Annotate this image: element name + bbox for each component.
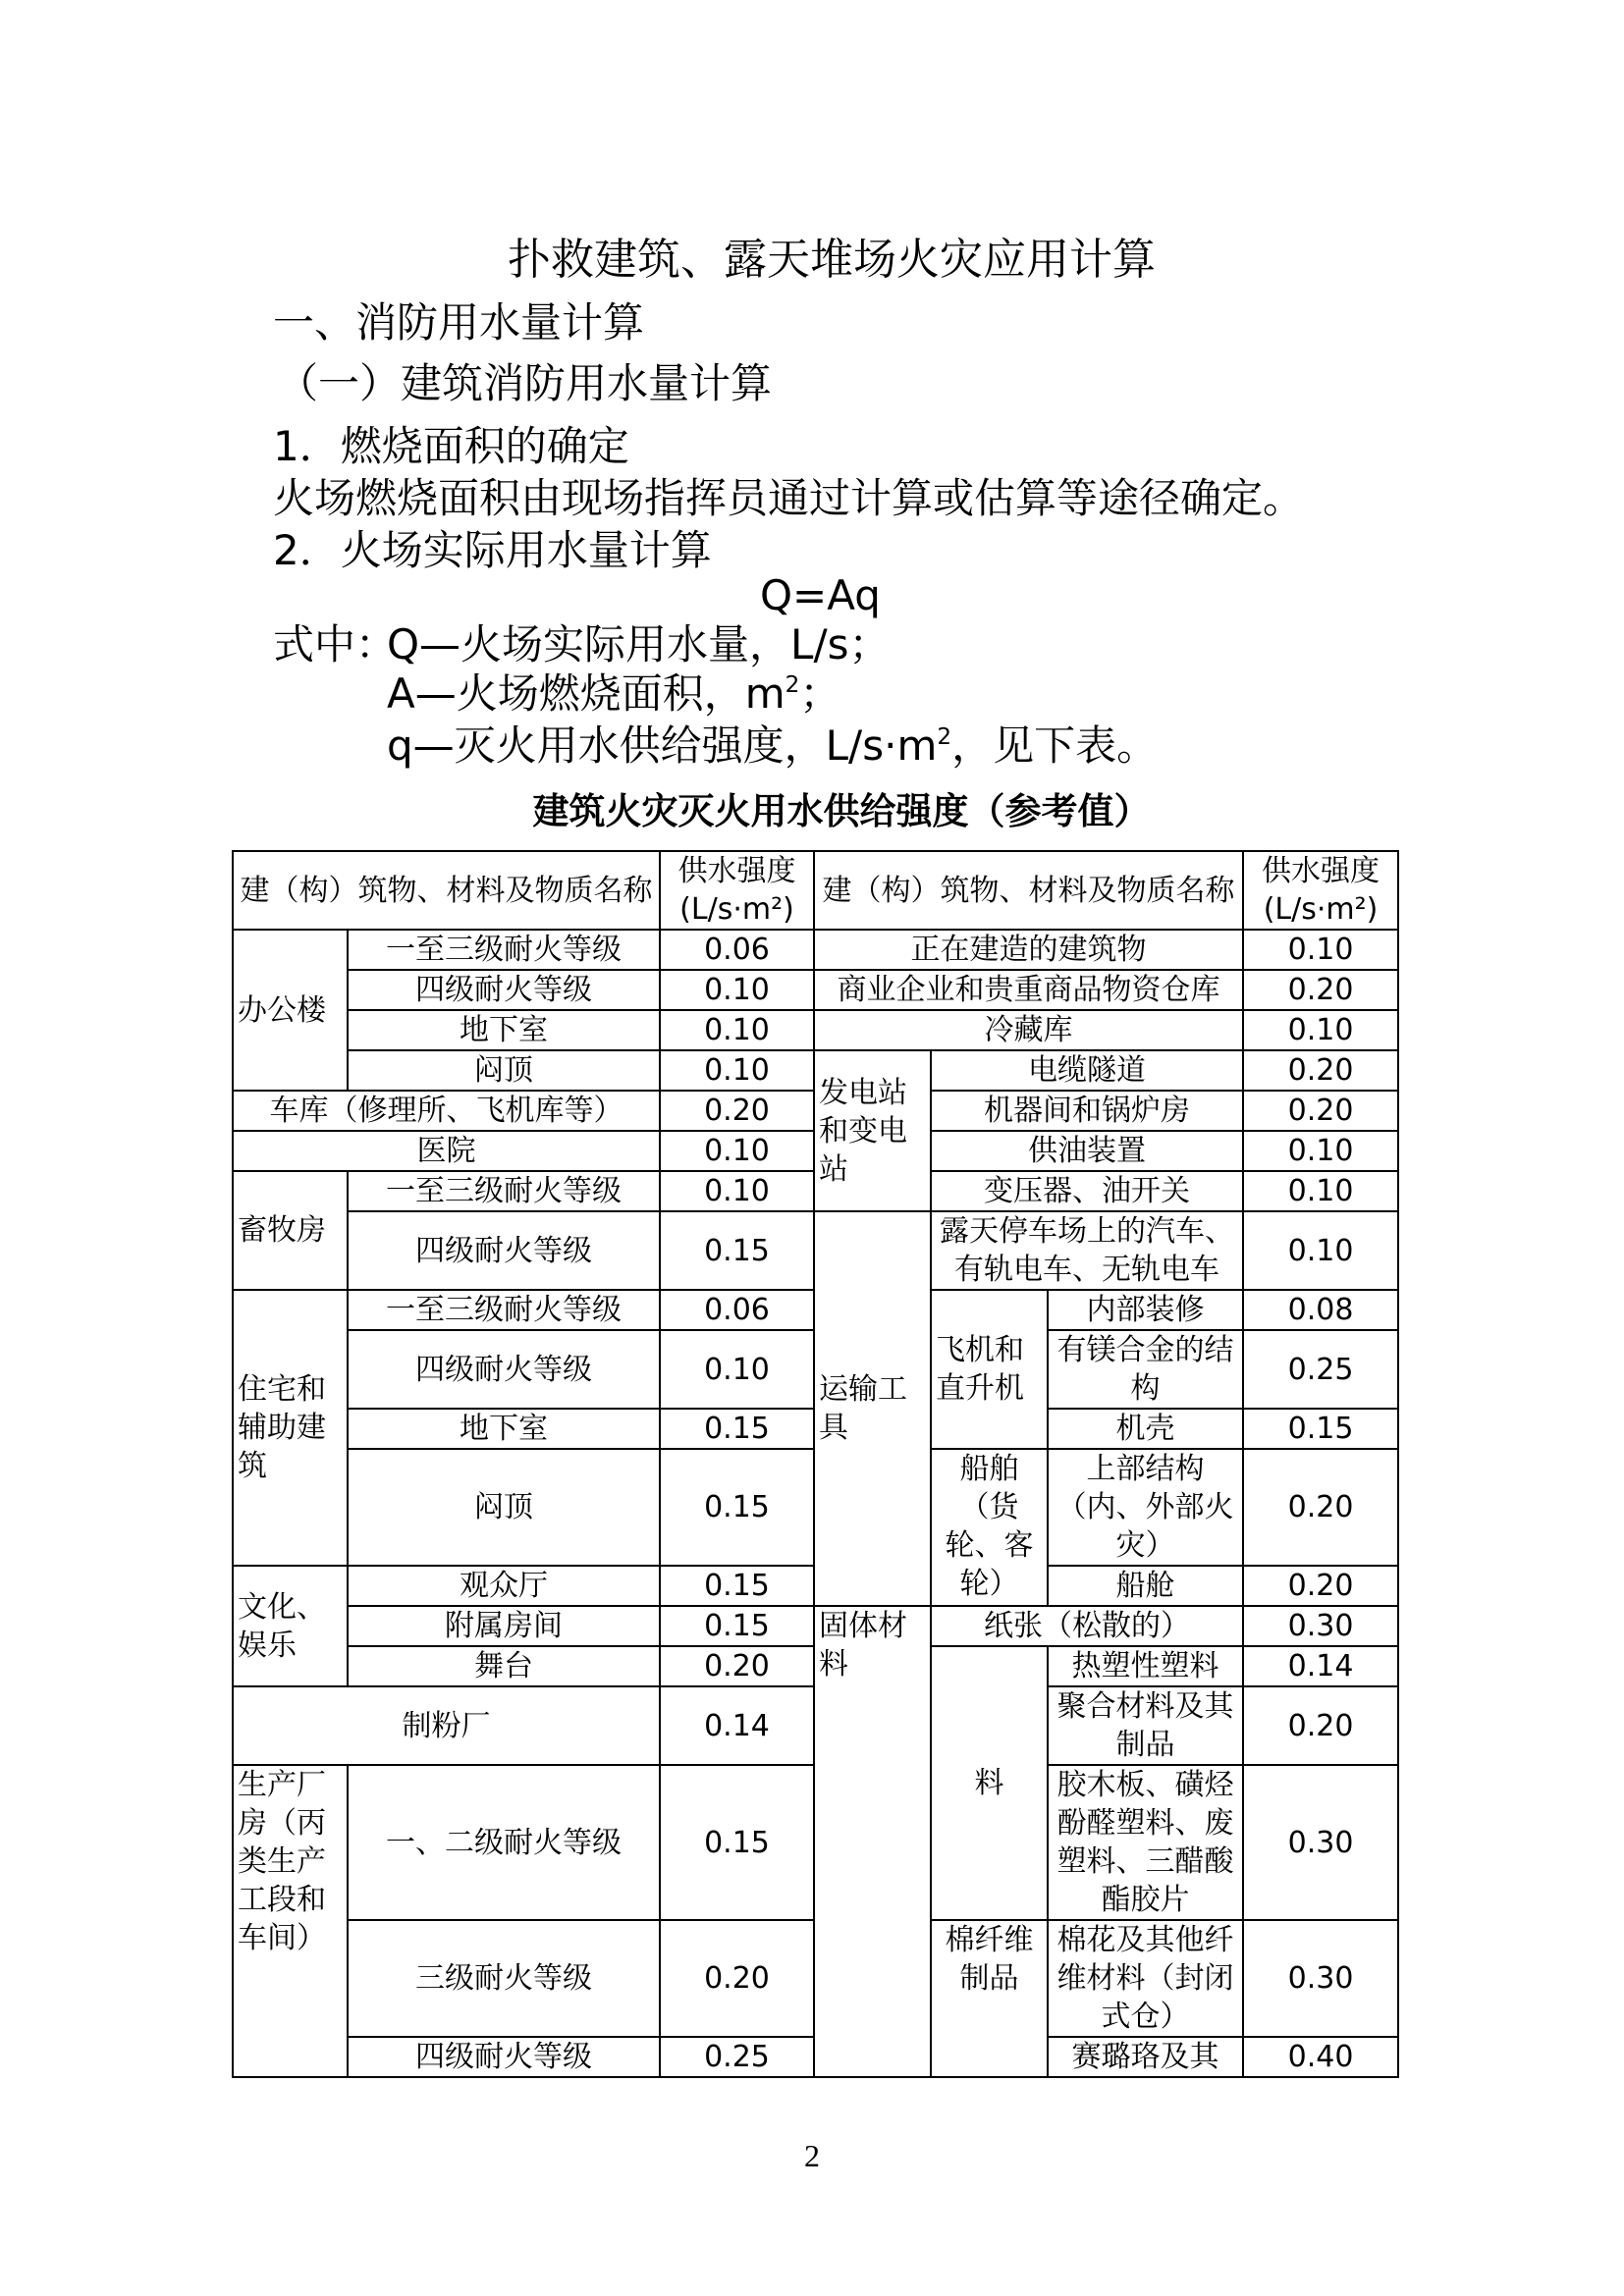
- value-cell: 0.14: [1243, 1646, 1398, 1686]
- category-cell: 生产厂房（丙类生产工段和车间）: [233, 1765, 348, 2077]
- item-cell: 四级耐火等级: [348, 2037, 660, 2077]
- section-heading: 一、消防用水量计算: [273, 298, 645, 347]
- subcategory-cell: 船舶（货轮、客轮）: [931, 1449, 1048, 1606]
- value-cell: 0.15: [660, 1606, 814, 1646]
- category-cell: 固体材料: [814, 1606, 931, 2077]
- item-cell: 变压器、油开关: [931, 1171, 1243, 1211]
- item-heading-1: 1．燃烧面积的确定: [273, 422, 629, 470]
- item-heading-2: 2．火场实际用水量计算: [273, 526, 712, 574]
- item-cell: 正在建造的建筑物: [814, 930, 1243, 970]
- value-cell: 0.15: [660, 1409, 814, 1449]
- item-cell: 医院: [233, 1131, 660, 1171]
- value-cell: 0.10: [660, 1171, 814, 1211]
- item-cell: 地下室: [348, 1010, 660, 1050]
- value-cell: 0.15: [660, 1211, 814, 1290]
- value-cell: 0.10: [660, 1050, 814, 1091]
- item-cell: 四级耐火等级: [348, 1330, 660, 1409]
- water-supply-table: [232, 850, 1399, 2078]
- value-cell: 0.30: [1243, 1920, 1398, 2037]
- value-cell: 0.25: [660, 2037, 814, 2077]
- value-cell: 0.15: [660, 1449, 814, 1566]
- item-cell: 露天停车场上的汽车、有轨电车、无轨电车: [931, 1211, 1243, 1290]
- category-cell: 运输工具: [814, 1211, 931, 1606]
- value-cell: 0.40: [1243, 2037, 1398, 2077]
- value-cell: 0.20: [1243, 1091, 1398, 1131]
- item-cell: 车库（修理所、飞机库等）: [233, 1091, 660, 1131]
- def-q-lower-sup: 2: [937, 723, 952, 750]
- item-cell: 上部结构（内、外部火灾）: [1048, 1449, 1243, 1566]
- item-cell: 附属房间: [348, 1606, 660, 1646]
- item-cell: 三级耐火等级: [348, 1920, 660, 2037]
- subcategory-cell: 料: [931, 1646, 1048, 1920]
- item-cell: 电缆隧道: [931, 1050, 1243, 1091]
- page-number: 2: [804, 2138, 820, 2173]
- value-cell: 0.20: [1243, 1050, 1398, 1091]
- item-cell: 闷顶: [348, 1050, 660, 1091]
- def-q-lower: [387, 721, 1158, 771]
- item-cell: 四级耐火等级: [348, 1211, 660, 1290]
- item-cell: 机器间和锅炉房: [931, 1091, 1243, 1131]
- value-cell: 0.15: [1243, 1409, 1398, 1449]
- table-row: [233, 1050, 1398, 1091]
- item-cell: 地下室: [348, 1409, 660, 1449]
- value-cell: 0.10: [1243, 1010, 1398, 1050]
- def-q-upper: Q—火场实际用水量，L/s；: [387, 620, 891, 668]
- table-caption: 建筑火灾灭火用水供给强度（参考值）: [532, 790, 1151, 832]
- formula: Q=Aq: [760, 571, 881, 619]
- table-header-row: [233, 851, 1398, 930]
- item-cell: 舞台: [348, 1646, 660, 1686]
- value-cell: 0.10: [660, 970, 814, 1010]
- value-cell: 0.14: [660, 1686, 814, 1765]
- subsection-heading: （一）建筑消防用水量计算: [277, 359, 773, 407]
- value-cell: 0.10: [1243, 1131, 1398, 1171]
- table-row: [233, 1606, 1398, 1646]
- value-cell: 0.10: [660, 1131, 814, 1171]
- item-cell: 一至三级耐火等级: [348, 1290, 660, 1330]
- item-cell: 一、二级耐火等级: [348, 1765, 660, 1920]
- category-cell: 住宅和辅助建筑: [233, 1290, 348, 1566]
- value-cell: 0.06: [660, 930, 814, 970]
- value-cell: 0.25: [1243, 1330, 1398, 1409]
- def-q-lower-text: q—灭火用水供给强度，L/s·m: [387, 721, 938, 770]
- category-cell: 办公楼: [233, 930, 348, 1091]
- subcategory-cell: 飞机和直升机: [931, 1290, 1048, 1449]
- item-cell: 四级耐火等级: [348, 970, 660, 1010]
- item-cell: 赛璐珞及其: [1048, 2037, 1243, 2077]
- item-cell: 观众厅: [348, 1566, 660, 1606]
- item-cell: 制粉厂: [233, 1686, 660, 1765]
- page-title: 扑救建筑、露天堆场火灾应用计算: [508, 235, 1156, 285]
- value-cell: 0.30: [1243, 1765, 1398, 1920]
- item-cell: 机壳: [1048, 1409, 1243, 1449]
- value-cell: 0.10: [1243, 1211, 1398, 1290]
- value-cell: 0.06: [660, 1290, 814, 1330]
- header-name: 建（构）筑物、材料及物质名称: [814, 851, 1243, 930]
- item-cell: 聚合材料及其制品: [1048, 1686, 1243, 1765]
- item-cell: 纸张（松散的）: [931, 1606, 1243, 1646]
- item-cell: 一至三级耐火等级: [348, 930, 660, 970]
- item-cell: 商业企业和贵重商品物资仓库: [814, 970, 1243, 1010]
- value-cell: 0.20: [1243, 1449, 1398, 1566]
- value-cell: 0.08: [1243, 1290, 1398, 1330]
- item-cell: 内部装修: [1048, 1290, 1243, 1330]
- item-cell: 棉花及其他纤维材料（封闭式仓）: [1048, 1920, 1243, 2037]
- table-row: [233, 930, 1398, 970]
- def-a-text: A—火场燃烧面积，m: [387, 669, 785, 718]
- def-a-sup: 2: [785, 671, 800, 698]
- value-cell: 0.20: [1243, 970, 1398, 1010]
- value-cell: 0.20: [660, 1091, 814, 1131]
- category-cell: 文化、娱乐: [233, 1566, 348, 1686]
- header-rate: 供水强度(L/s·m²): [660, 851, 814, 930]
- item-cell: 一至三级耐火等级: [348, 1171, 660, 1211]
- item-cell: 冷藏库: [814, 1010, 1243, 1050]
- subcategory-cell: 棉纤维制品: [931, 1920, 1048, 2077]
- item-1-text: 火场燃烧面积由现场指挥员通过计算或估算等途径确定。: [273, 474, 1305, 522]
- category-cell: 发电站和变电站: [814, 1050, 931, 1211]
- value-cell: 0.15: [660, 1566, 814, 1606]
- value-cell: 0.20: [660, 1646, 814, 1686]
- item-cell: 船舱: [1048, 1566, 1243, 1606]
- value-cell: 0.20: [1243, 1686, 1398, 1765]
- value-cell: 0.10: [660, 1330, 814, 1409]
- where-label: 式中：: [273, 620, 398, 668]
- header-name: 建（构）筑物、材料及物质名称: [233, 851, 660, 930]
- def-a-tail: ；: [799, 669, 841, 718]
- item-cell: 热塑性塑料: [1048, 1646, 1243, 1686]
- item-cell: 胶木板、磺烃酚醛塑料、废塑料、三醋酸酯胶片: [1048, 1765, 1243, 1920]
- value-cell: 0.30: [1243, 1606, 1398, 1646]
- category-cell: 畜牧房: [233, 1171, 348, 1290]
- value-cell: 0.10: [1243, 930, 1398, 970]
- header-rate: 供水强度(L/s·m²): [1243, 851, 1398, 930]
- item-cell: 有镁合金的结构: [1048, 1330, 1243, 1409]
- value-cell: 0.20: [660, 1920, 814, 2037]
- def-q-lower-tail: ，见下表。: [951, 721, 1159, 770]
- value-cell: 0.20: [1243, 1566, 1398, 1606]
- table-row: [233, 1010, 1398, 1050]
- value-cell: 0.10: [1243, 1171, 1398, 1211]
- value-cell: 0.15: [660, 1765, 814, 1920]
- table-row: [233, 1211, 1398, 1290]
- def-a: [387, 669, 840, 719]
- item-cell: 供油装置: [931, 1131, 1243, 1171]
- value-cell: 0.10: [660, 1010, 814, 1050]
- table-row: [233, 970, 1398, 1010]
- item-cell: 闷顶: [348, 1449, 660, 1566]
